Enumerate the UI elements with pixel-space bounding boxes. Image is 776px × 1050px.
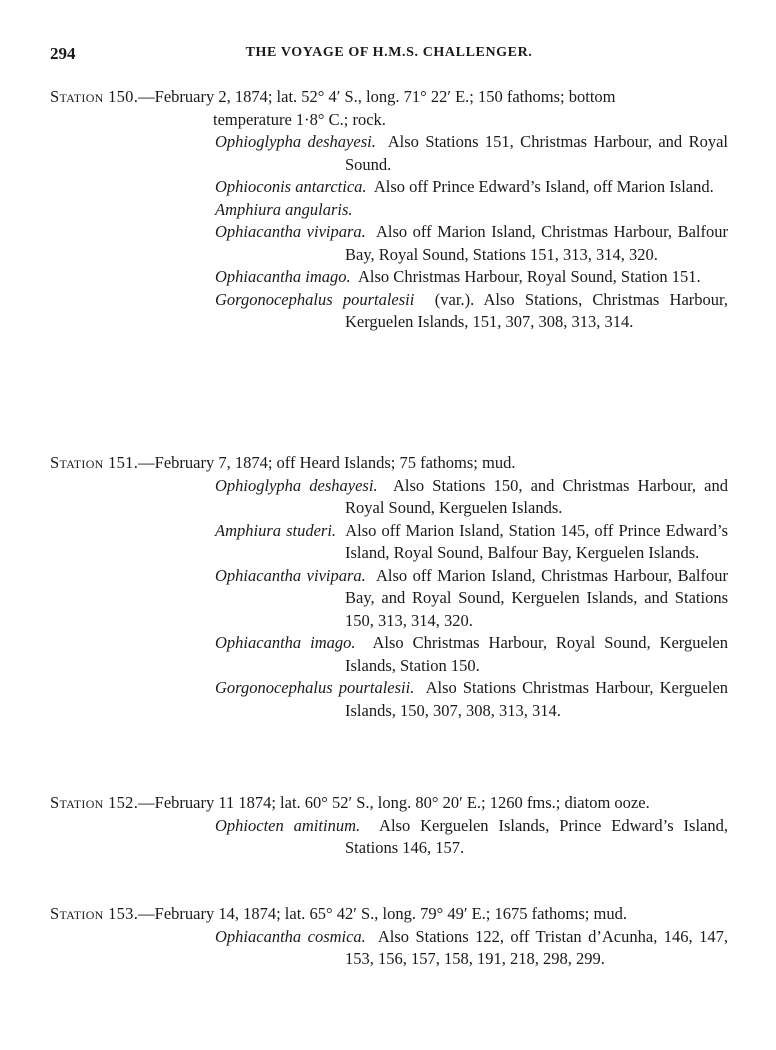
station-label: Station 151.	[50, 453, 139, 472]
species-entry	[215, 815, 728, 860]
species-entry	[215, 199, 728, 222]
species-name: Ophioglypha deshayesi.	[215, 132, 376, 151]
species-localities: (var.). Also Stations, Christmas Harbour, Kerguelen Islands, 151, 307, 308, 313, 314.	[345, 289, 728, 331]
page-header	[50, 44, 728, 66]
species-entry	[215, 176, 728, 199]
station-label: Station 152.	[50, 793, 139, 812]
station-details: —February 11 1874; lat. 60° 52′ S., long. 80° 20′ E.; 1260 fms.; diatom ooze.	[138, 793, 650, 812]
species-name: Ophioconis antarctica.	[215, 177, 367, 196]
species-entry	[215, 677, 728, 722]
species-name: Ophioglypha deshayesi.	[215, 475, 378, 495]
species-localities: Also off Marion Island, Station 145, off Prince Edward’s Island, Royal Sound, Balfour Bay, Kerguelen Islands.	[345, 520, 728, 562]
species-entry	[215, 475, 728, 520]
station-152-block	[50, 792, 728, 860]
species-localities: Also off Marion Island, Christmas Harbour, Balfour Bay, and Royal Sound, Kerguelen Islands, and Stations 150, 313, 314, 320.	[345, 565, 728, 630]
species-name: Amphiura studeri.	[215, 520, 337, 540]
species-name: Ophiacantha imago.	[215, 267, 351, 286]
station-label: Station 153.	[50, 904, 139, 923]
station-heading	[50, 86, 728, 131]
species-entry	[215, 926, 728, 971]
species-localities: Also Stations Christmas Harbour, Kerguelen Islands, 150, 307, 308, 313, 314.	[345, 678, 729, 720]
station-label: Station 150.	[50, 87, 139, 106]
station-details: —February 2, 1874; lat. 52° 4′ S., long. 71° 22′ E.; 150 fathoms; bottom	[138, 87, 616, 106]
species-entry	[215, 632, 728, 677]
species-localities: Also Stations 150, and Christmas Harbour, and Royal Sound, Kerguelen Islands.	[345, 475, 729, 517]
species-entry	[215, 520, 728, 565]
species-name: Ophiacantha cosmica.	[215, 926, 366, 946]
page-number: 294	[50, 44, 76, 63]
species-localities: Also off Prince Edward’s Island, off Marion Island.	[373, 177, 714, 196]
station-heading	[50, 903, 728, 926]
running-title: THE VOYAGE OF H.M.S. CHALLENGER.	[245, 45, 533, 60]
station-151-block	[50, 452, 728, 722]
species-entry	[215, 565, 728, 633]
station-details: —February 7, 1874; off Heard Islands; 75 fathoms; mud.	[138, 453, 516, 472]
species-localities: Also Stations 122, off Tristan d’Acunha, 146, 147, 153, 156, 157, 158, 191, 218, 298, 299.	[345, 926, 728, 968]
species-name: Gorgonocephalus pourtalesii	[215, 289, 415, 309]
station-153-block	[50, 903, 728, 971]
species-name: Ophiocten amitinum.	[215, 815, 361, 835]
station-details-continued: temperature 1·8° C.; rock.	[213, 109, 386, 129]
species-name: Ophiacantha imago.	[215, 633, 356, 652]
species-entry	[215, 131, 728, 176]
species-entry	[215, 266, 728, 289]
species-localities: Also Kerguelen Islands, Prince Edward’s Island, Stations 146, 157.	[345, 815, 728, 857]
species-name: Ophiacantha vivipara.	[215, 565, 366, 585]
station-details: —February 14, 1874; lat. 65° 42′ S., long. 79° 49′ E.; 1675 fathoms; mud.	[138, 904, 627, 923]
species-localities: Also Christmas Harbour, Royal Sound, Kerguelen Islands, Station 150.	[345, 633, 728, 675]
species-name: Amphiura angularis.	[215, 199, 353, 219]
species-name: Gorgonocephalus pourtalesii.	[215, 678, 415, 697]
species-localities: Also off Marion Island, Christmas Harbour, Balfour Bay, Royal Sound, Stations 151, 313, 314, 320.	[345, 222, 728, 264]
station-heading	[50, 792, 728, 815]
species-entry	[215, 221, 728, 266]
species-localities: Also Stations 151, Christmas Harbour, and Royal Sound.	[345, 132, 728, 174]
species-entry	[215, 289, 728, 334]
species-localities: Also Christmas Harbour, Royal Sound, Station 151.	[358, 267, 701, 286]
station-heading	[50, 452, 728, 475]
species-name: Ophiacantha vivipara.	[215, 222, 366, 241]
station-150-block	[50, 86, 728, 334]
